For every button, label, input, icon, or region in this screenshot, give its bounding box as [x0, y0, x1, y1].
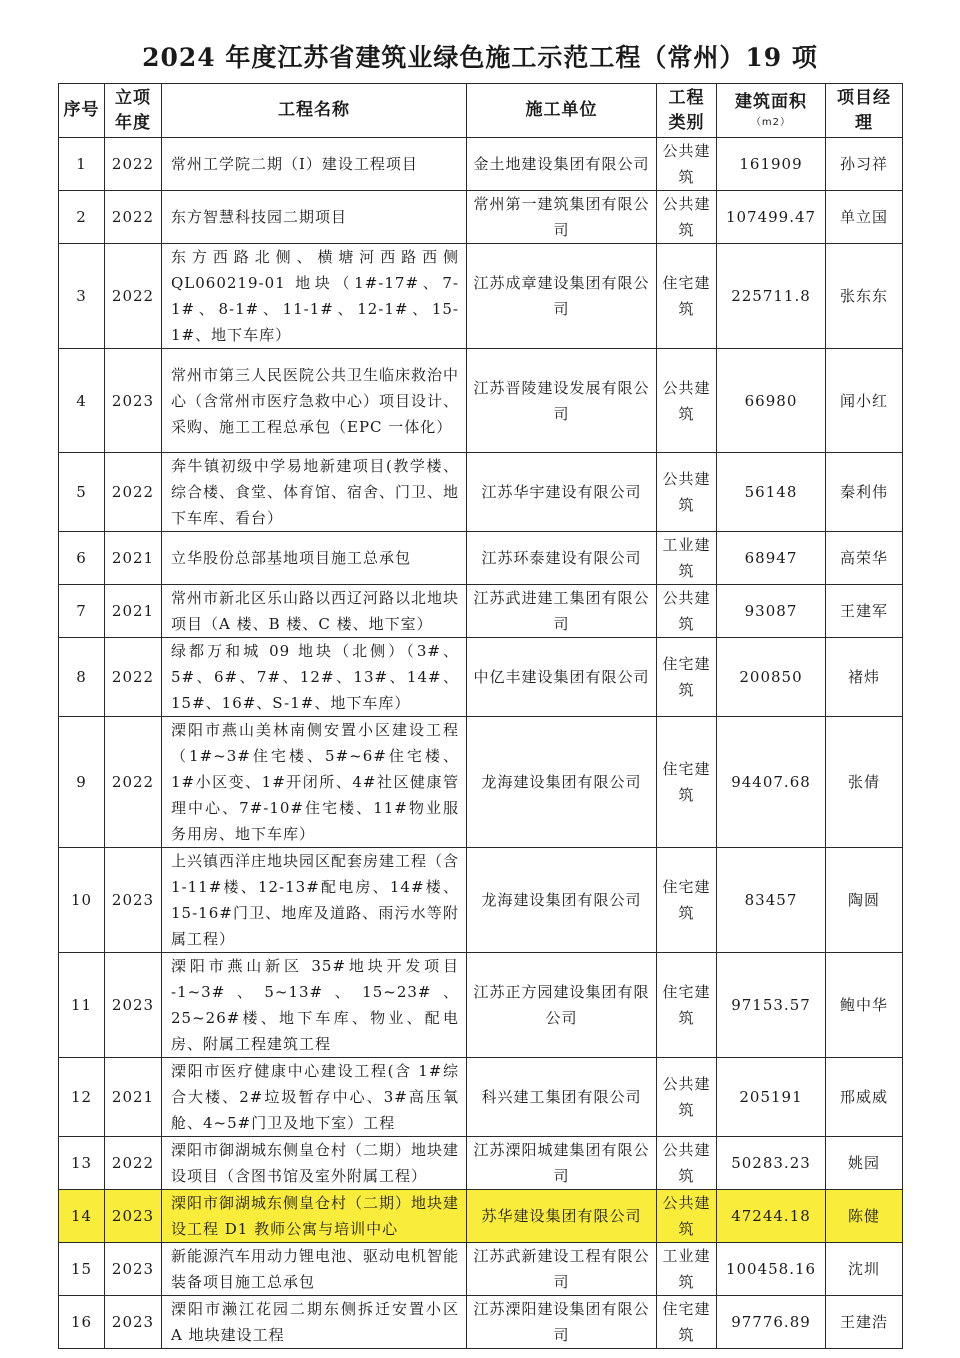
table-row: [59, 349, 903, 453]
cell-category: 工业建筑: [657, 1243, 717, 1296]
cell-year: 2022: [105, 717, 162, 848]
cell-manager: 王建浩: [826, 1296, 903, 1349]
cell-category: 公共建筑: [657, 138, 717, 191]
cell-area: 100458.16: [717, 1243, 826, 1296]
cell-category: 公共建筑: [657, 349, 717, 453]
cell-construction-unit: 江苏正方园建设集团有限公司: [467, 953, 657, 1058]
cell-project-name: 东方智慧科技园二期项目: [162, 191, 467, 244]
cell-no: 3: [59, 244, 105, 349]
cell-manager: 秦利伟: [826, 453, 903, 532]
cell-construction-unit: 金土地建设集团有限公司: [467, 138, 657, 191]
table-row: [59, 1243, 903, 1296]
cell-area: 47244.18: [717, 1190, 826, 1243]
cell-category: 住宅建筑: [657, 638, 717, 717]
cell-manager: 张东东: [826, 244, 903, 349]
header-area-label: 建筑面积: [735, 92, 807, 112]
cell-year: 2022: [105, 638, 162, 717]
header-no: 序号: [59, 84, 105, 138]
cell-area: 56148: [717, 453, 826, 532]
cell-area: 97153.57: [717, 953, 826, 1058]
cell-year: 2023: [105, 848, 162, 953]
cell-category: 公共建筑: [657, 585, 717, 638]
table-row: [59, 848, 903, 953]
cell-construction-unit: 龙海建设集团有限公司: [467, 717, 657, 848]
cell-area: 107499.47: [717, 191, 826, 244]
projects-table: [58, 83, 903, 1349]
cell-construction-unit: 江苏成章建设集团有限公司: [467, 244, 657, 349]
cell-year: 2022: [105, 244, 162, 349]
cell-construction-unit: 科兴建工集团有限公司: [467, 1058, 657, 1137]
cell-no: 6: [59, 532, 105, 585]
table-row: [59, 1296, 903, 1349]
header-area-unit: （m2）: [750, 117, 792, 128]
cell-project-name: 常州工学院二期（I）建设工程项目: [162, 138, 467, 191]
cell-manager: 单立国: [826, 191, 903, 244]
cell-construction-unit: 常州第一建筑集团有限公司: [467, 191, 657, 244]
cell-manager: 沈圳: [826, 1243, 903, 1296]
cell-area: 68947: [717, 532, 826, 585]
table-row: [59, 244, 903, 349]
table-row: [59, 1137, 903, 1190]
table-row: [59, 953, 903, 1058]
cell-year: 2023: [105, 1296, 162, 1349]
cell-no: 9: [59, 717, 105, 848]
cell-manager: 闻小红: [826, 349, 903, 453]
cell-area: 200850: [717, 638, 826, 717]
cell-area: 83457: [717, 848, 826, 953]
cell-area: 97776.89: [717, 1296, 826, 1349]
cell-construction-unit: 江苏环泰建设有限公司: [467, 532, 657, 585]
cell-project-name: 常州市第三人民医院公共卫生临床救治中心（含常州市医疗急救中心）项目设计、采购、施工工程总承包（EPC 一体化）: [162, 349, 467, 453]
cell-project-name: 上兴镇西洋庄地块园区配套房建工程（含 1-11#楼、12-13#配电房、14#楼、15-16#门卫、地库及道路、雨污水等附属工程）: [162, 848, 467, 953]
table-row: [59, 717, 903, 848]
header-type: 工程类别: [657, 84, 717, 138]
cell-project-name: 立华股份总部基地项目施工总承包: [162, 532, 467, 585]
cell-year: 2023: [105, 1243, 162, 1296]
cell-year: 2022: [105, 453, 162, 532]
cell-no: 8: [59, 638, 105, 717]
cell-manager: 褚炜: [826, 638, 903, 717]
cell-project-name: 溧阳市御湖城东侧皇仓村（二期）地块建设项目（含图书馆及室外附属工程）: [162, 1137, 467, 1190]
cell-project-name: 溧阳市燕山美林南侧安置小区建设工程（1#~3#住宅楼、5#~6#住宅楼、1#小区变、1#开闭所、4#社区健康管理中心、7#-10#住宅楼、11#物业服务用房、地下车库）: [162, 717, 467, 848]
cell-no: 15: [59, 1243, 105, 1296]
cell-construction-unit: 江苏晋陵建设发展有限公司: [467, 349, 657, 453]
cell-category: 住宅建筑: [657, 1296, 717, 1349]
table-row: [59, 138, 903, 191]
cell-manager: 姚园: [826, 1137, 903, 1190]
header-row: [59, 84, 903, 138]
cell-area: 94407.68: [717, 717, 826, 848]
cell-category: 住宅建筑: [657, 717, 717, 848]
cell-no: 16: [59, 1296, 105, 1349]
cell-project-name: 溧阳市燕山新区 35#地块开发项目 -1~3#、5~13#、15~23#、25~26#楼、地下车库、物业、配电房、附属工程建筑工程: [162, 953, 467, 1058]
cell-project-name: 奔牛镇初级中学易地新建项目(教学楼、综合楼、食堂、体育馆、宿舍、门卫、地下车库、看台）: [162, 453, 467, 532]
cell-area: 93087: [717, 585, 826, 638]
cell-manager: 高荣华: [826, 532, 903, 585]
cell-no: 13: [59, 1137, 105, 1190]
cell-category: 公共建筑: [657, 453, 717, 532]
cell-no: 10: [59, 848, 105, 953]
table-row: [59, 453, 903, 532]
cell-no: 12: [59, 1058, 105, 1137]
cell-category: 工业建筑: [657, 532, 717, 585]
cell-no: 2: [59, 191, 105, 244]
cell-area: 161909: [717, 138, 826, 191]
cell-manager: 孙习祥: [826, 138, 903, 191]
header-year: 立项年度: [105, 84, 162, 138]
cell-category: 公共建筑: [657, 1137, 717, 1190]
cell-area: 205191: [717, 1058, 826, 1137]
table-row: [59, 532, 903, 585]
cell-category: 公共建筑: [657, 1190, 717, 1243]
table-body: [59, 138, 903, 1349]
header-unit: 施工单位: [467, 84, 657, 138]
cell-construction-unit: 江苏溧阳建设集团有限公司: [467, 1296, 657, 1349]
cell-construction-unit: 中亿丰建设集团有限公司: [467, 638, 657, 717]
cell-construction-unit: 江苏溧阳城建集团有限公司: [467, 1137, 657, 1190]
cell-construction-unit: 江苏武进建工集团有限公司: [467, 585, 657, 638]
cell-no: 1: [59, 138, 105, 191]
cell-construction-unit: 江苏武新建设工程有限公司: [467, 1243, 657, 1296]
cell-category: 公共建筑: [657, 1058, 717, 1137]
cell-manager: 陈健: [826, 1190, 903, 1243]
table-row: [59, 638, 903, 717]
cell-year: 2021: [105, 585, 162, 638]
cell-manager: 邢威威: [826, 1058, 903, 1137]
cell-year: 2022: [105, 191, 162, 244]
cell-construction-unit: 龙海建设集团有限公司: [467, 848, 657, 953]
cell-year: 2021: [105, 532, 162, 585]
cell-manager: 王建军: [826, 585, 903, 638]
cell-manager: 陶圆: [826, 848, 903, 953]
header-name: 工程名称: [162, 84, 467, 138]
table-row: [59, 1058, 903, 1137]
cell-category: 住宅建筑: [657, 244, 717, 349]
cell-construction-unit: 苏华建设集团有限公司: [467, 1190, 657, 1243]
cell-project-name: 溧阳市御湖城东侧皇仓村（二期）地块建设工程 D1 教师公寓与培训中心: [162, 1190, 467, 1243]
cell-area: 225711.8: [717, 244, 826, 349]
cell-no: 11: [59, 953, 105, 1058]
cell-year: 2022: [105, 138, 162, 191]
cell-no: 7: [59, 585, 105, 638]
cell-manager: 鲍中华: [826, 953, 903, 1058]
document-title: 2024 年度江苏省建筑业绿色施工示范工程（常州）19 项: [142, 43, 818, 72]
cell-project-name: 东方西路北侧、横塘河西路西侧 QL060219-01 地块（1#-17#、7-1#、8-1#、11-1#、12-1#、15-1#、地下车库）: [162, 244, 467, 349]
table-row: [59, 585, 903, 638]
header-manager: 项目经理: [826, 84, 903, 138]
cell-area: 66980: [717, 349, 826, 453]
cell-construction-unit: 江苏华宇建设有限公司: [467, 453, 657, 532]
table-row: [59, 191, 903, 244]
cell-year: 2022: [105, 1137, 162, 1190]
cell-year: 2021: [105, 1058, 162, 1137]
cell-no: 4: [59, 349, 105, 453]
header-area: [717, 84, 826, 138]
cell-year: 2023: [105, 953, 162, 1058]
cell-no: 14: [59, 1190, 105, 1243]
cell-no: 5: [59, 453, 105, 532]
cell-project-name: 溧阳市濑江花园二期东侧拆迁安置小区 A 地块建设工程: [162, 1296, 467, 1349]
cell-year: 2023: [105, 349, 162, 453]
cell-project-name: 常州市新北区乐山路以西辽河路以北地块项目（A 楼、B 楼、C 楼、地下室）: [162, 585, 467, 638]
cell-project-name: 溧阳市医疗健康中心建设工程(含 1#综合大楼、2#垃圾暂存中心、3#高压氧舱、4~5#门卫及地下室）工程: [162, 1058, 467, 1137]
cell-project-name: 新能源汽车用动力锂电池、驱动电机智能装备项目施工总承包: [162, 1243, 467, 1296]
cell-manager: 张倩: [826, 717, 903, 848]
cell-project-name: 绿都万和城 09 地块（北侧）（3#、5#、6#、7#、12#、13#、14#、15#、16#、S-1#、地下车库）: [162, 638, 467, 717]
cell-area: 50283.23: [717, 1137, 826, 1190]
cell-year: 2023: [105, 1190, 162, 1243]
cell-category: 住宅建筑: [657, 953, 717, 1058]
cell-category: 公共建筑: [657, 191, 717, 244]
cell-category: 住宅建筑: [657, 848, 717, 953]
table-row: [59, 1190, 903, 1243]
